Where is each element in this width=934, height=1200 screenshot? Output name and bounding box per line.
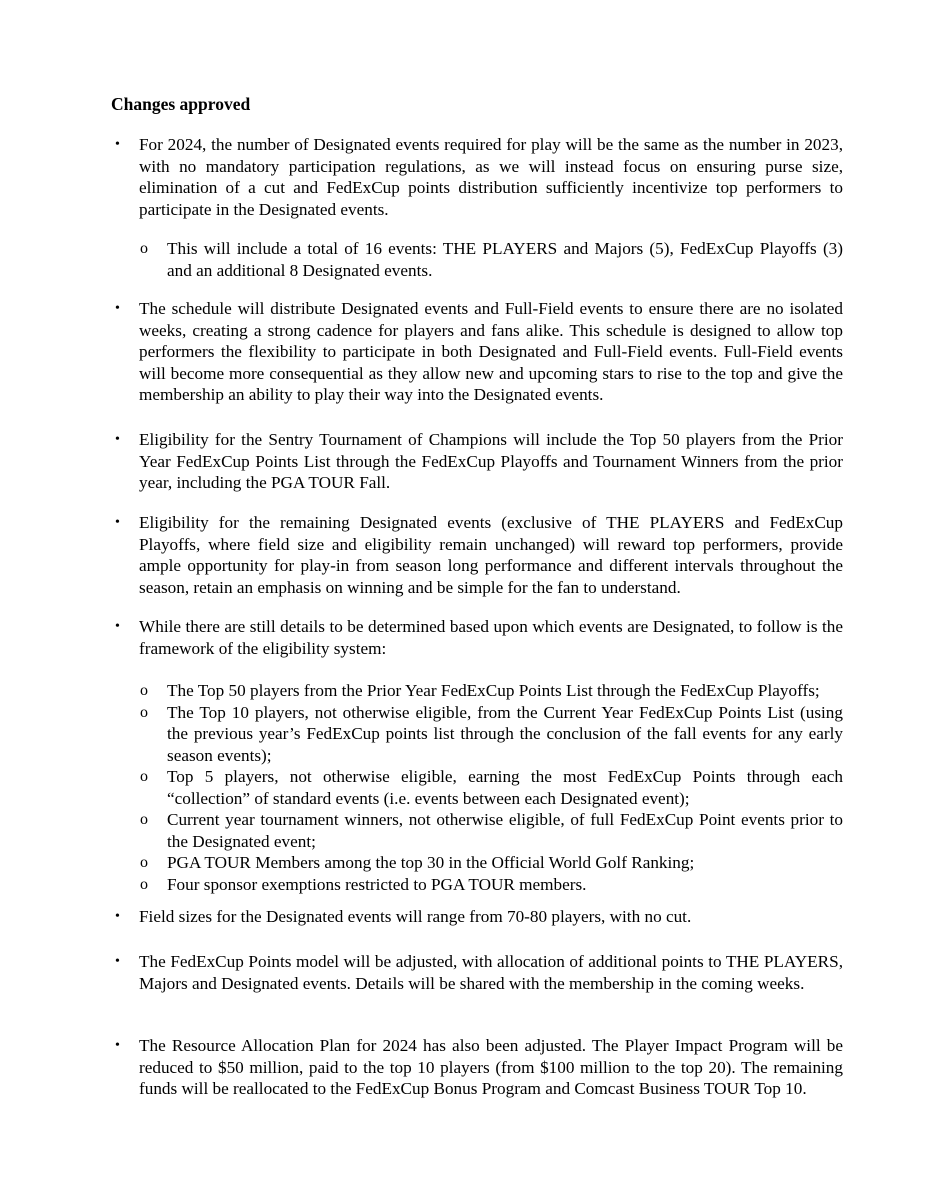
list-item	[115, 951, 843, 994]
sub-list-item-text: Four sponsor exemptions restricted to PGA TOUR members.	[167, 874, 587, 894]
sub-bullet-marker: o	[140, 811, 148, 828]
sub-list-item	[140, 852, 843, 874]
sub-list-item	[140, 680, 843, 702]
bullet-marker: •	[115, 909, 120, 924]
list-item	[115, 512, 843, 598]
list-item-text: Field sizes for the Designated events will range from 70-80 players, with no cut.	[139, 907, 692, 926]
list-item-text: The schedule will distribute Designated events and Full-Field events to ensure there are no isolated weeks, creating a strong cadence for players and fans alike. This schedule is designed to allow top performers the flexibility to participate in both Designated and Full-Field events. Full-Field events will become more consequential as they allow new and upcoming stars to rise to the top and give the membership an ability to play their way into the Designated events.	[139, 299, 843, 404]
sub-list-item-text: The Top 50 players from the Prior Year FedExCup Points List through the FedExCup Playoffs;	[167, 681, 820, 700]
list-item	[115, 429, 843, 494]
sub-list-item	[140, 809, 843, 852]
bullet-marker: •	[115, 137, 120, 152]
sub-bullet-marker: o	[140, 875, 148, 893]
sub-list-item-text: The Top 10 players, not otherwise eligible, from the Current Year FedExCup Points List (using the previous year’s FedExCup points list through the conclusion of the fall events for any early season events);	[167, 702, 843, 765]
bullet-marker: •	[115, 954, 120, 969]
bullet-marker: •	[115, 619, 120, 634]
sub-list-item	[140, 702, 843, 767]
bullet-marker: •	[115, 432, 120, 447]
sub-list-item	[140, 238, 843, 281]
sub-list-item-text: Top 5 players, not otherwise eligible, earning the most FedExCup Points through each “collection” of standard events (i.e. events between each Designated event);	[167, 767, 843, 808]
bullet-marker: •	[115, 515, 120, 530]
list-item-text: Eligibility for the Sentry Tournament of Champions will include the Top 50 players from the Prior Year FedExCup Points List through the FedExCup Playoffs and Tournament Winners from the prior year, including the PGA TOUR Fall.	[139, 430, 843, 492]
sub-list-item-text: PGA TOUR Members among the top 30 in the Official World Golf Ranking;	[167, 853, 695, 872]
sub-list-item-text: This will include a total of 16 events: THE PLAYERS and Majors (5), FedExCup Playoffs (3) and an additional 8 Designated events.	[167, 239, 843, 280]
sub-bullet-marker: o	[140, 703, 148, 721]
list-item-text: For 2024, the number of Designated events required for play will be the same as the number in 2023, with no mandatory participation regulations, as we will instead focus on ensuring purse size, elimination of a cut and FedExCup points distribution sufficiently incentivize top performers to participate in the Designated events.	[139, 135, 843, 219]
bullet-marker: •	[115, 1038, 120, 1053]
sub-bullet-marker: o	[140, 240, 148, 257]
sub-bullet-marker: o	[140, 768, 148, 785]
sub-bullet-marker: o	[140, 682, 148, 699]
list-item	[115, 134, 843, 220]
eligibility-list	[140, 680, 843, 895]
section-heading: Changes approved	[111, 94, 251, 114]
list-item	[115, 616, 843, 659]
bullet-marker: •	[115, 301, 120, 316]
sub-list-item	[140, 874, 843, 896]
list-item	[115, 906, 843, 928]
list-item-text: While there are still details to be determined based upon which events are Designated, to follow is the framework of the eligibility system:	[139, 617, 843, 658]
sub-list-item	[140, 766, 843, 809]
list-item	[115, 1035, 843, 1100]
list-item-text: The Resource Allocation Plan for 2024 has also been adjusted. The Player Impact Program will be reduced to $50 million, paid to the top 10 players (from $100 million to the top 20). The remaining funds will be reallocated to the FedExCup Bonus Program and Comcast Business TOUR Top 10.	[139, 1036, 843, 1098]
sub-list-item-text: Current year tournament winners, not otherwise eligible, of full FedExCup Point events prior to the Designated event;	[167, 810, 843, 851]
list-item-text: Eligibility for the remaining Designated events (exclusive of THE PLAYERS and FedExCup Playoffs, where field size and eligibility remain unchanged) will reward top performers, provide ample opportunity for play-in from season long performance and different intervals throughout the season, retain an emphasis on winning and be simple for the fan to understand.	[139, 513, 843, 597]
list-item-text: The FedExCup Points model will be adjusted, with allocation of additional points to THE PLAYERS, Majors and Designated events. Details will be shared with the membership in the coming weeks.	[139, 952, 843, 993]
list-item	[115, 298, 843, 406]
sub-bullet-marker: o	[140, 854, 148, 871]
